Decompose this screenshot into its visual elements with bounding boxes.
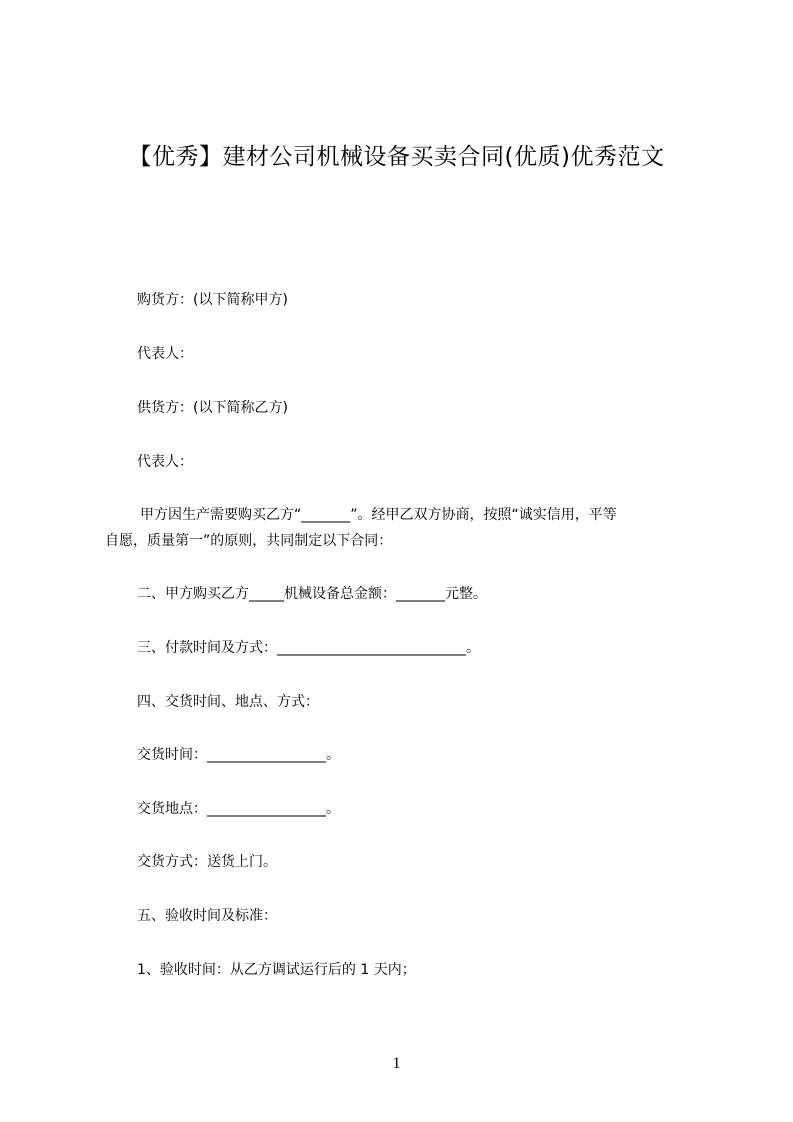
buyer-representative-line: 代表人：	[137, 346, 193, 362]
inspection-time-line: 1、验收时间：从乙方调试运行后的 1 天内；	[137, 962, 416, 978]
seller-line: 供货方：(以下简称乙方)	[137, 400, 288, 416]
document-title: 【优秀】建材公司机械设备买卖合同(优质)优秀范文	[128, 144, 665, 170]
delivery-place-line: 交货地点：_________________。	[137, 801, 340, 817]
clause-4-delivery: 四、交货时间、地点、方式：	[137, 694, 319, 710]
page-number: 1	[392, 1055, 401, 1072]
clause-5-inspection: 五、验收时间及标准：	[137, 908, 277, 924]
delivery-time-line: 交货时间：_________________。	[137, 747, 340, 763]
intro-paragraph-line-1: 甲方因生产需要购买乙方“_______”。经甲乙双方协商，按照“诚实信用，平等	[140, 507, 617, 523]
delivery-method-line: 交货方式：送货上门。	[137, 854, 277, 870]
intro-paragraph-line-2: 自愿，质量第一”的原则，共同制定以下合同：	[105, 533, 393, 549]
buyer-line: 购货方：(以下简称甲方)	[137, 292, 288, 308]
clause-3-payment: 三、付款时间及方式：___________________________。	[137, 640, 480, 656]
seller-representative-line: 代表人：	[137, 454, 193, 470]
clause-2-purchase-amount: 二、甲方购买乙方_____机械设备总金额：_______元整。	[137, 586, 487, 602]
